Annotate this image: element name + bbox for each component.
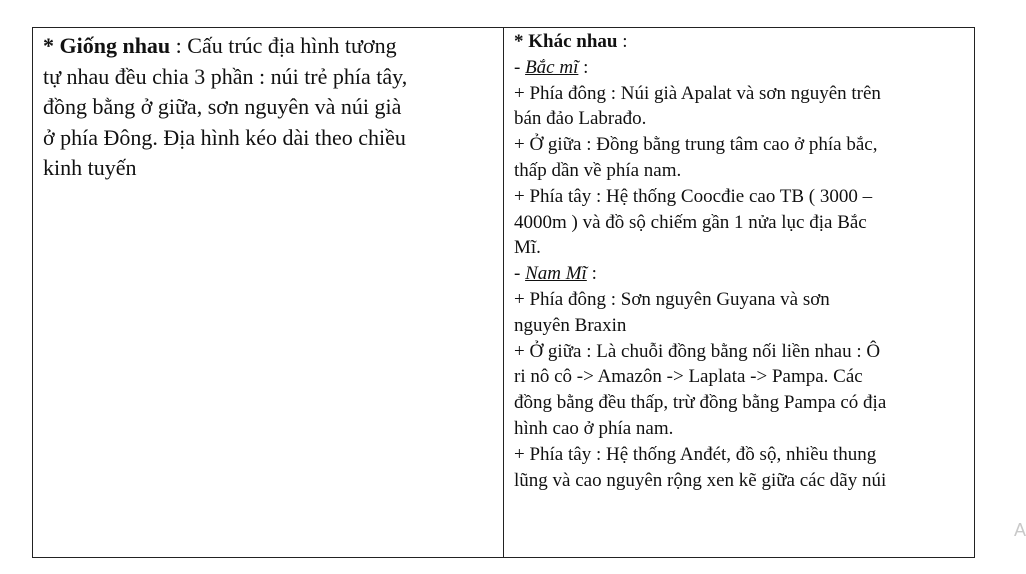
south-america-line: đồng bằng đều thấp, trừ đồng bằng Pampa có địa (514, 392, 887, 414)
south-america-line: nguyên Braxin (514, 314, 627, 336)
north-america-prefix: - (514, 56, 526, 78)
north-america-line: + Phía đông : Núi già Apalat và sơn nguyên trên (514, 82, 881, 104)
north-america-line: 4000m ) và đồ sộ chiếm gần 1 nửa lục địa Bắc (514, 211, 867, 233)
similarities-text: : Cấu trúc địa hình tương (170, 33, 397, 58)
similarities-line: ở phía Đông. Địa hình kéo dài theo chiều (43, 124, 406, 150)
north-america-line: thấp dần về phía nam. (514, 159, 682, 181)
south-america-line: + Ở giữa : Là chuỗi đồng bằng nối liền nhau : Ô (514, 340, 881, 362)
differences-heading-suffix: : (617, 31, 628, 52)
south-america-line: lũng và cao nguyên rộng xen kẽ giữa các dãy núi (514, 469, 887, 491)
north-america-line: Mĩ. (514, 237, 541, 259)
similarities-line: đồng bằng ở giữa, sơn nguyên và núi già (43, 94, 402, 119)
differences-heading-line (514, 29, 966, 55)
similarities-line: tự nhau đều chia 3 phần : núi trẻ phía tây, (43, 63, 408, 89)
comparison-table (32, 27, 975, 558)
south-america-subheading (514, 261, 966, 287)
south-america-line: hình cao ở phía nam. (514, 417, 674, 439)
watermark-corner: A (1014, 520, 1026, 540)
similarities-heading: * Giống nhau (43, 33, 171, 58)
similarities-line (43, 31, 495, 62)
north-america-line: + Phía tây : Hệ thống Coocđie cao TB ( 3000 – (514, 185, 873, 207)
similarities-line: kinh tuyến (43, 155, 137, 180)
north-america-label: Bắc mĩ (525, 56, 579, 78)
south-america-line: + Phía tây : Hệ thống Anđét, đồ sộ, nhiều thung (514, 443, 877, 465)
south-america-label: Nam Mĩ (525, 263, 587, 285)
similarities-cell (33, 28, 504, 557)
north-america-suffix: : (578, 56, 589, 78)
north-america-line: + Ở giữa : Đồng bằng trung tâm cao ở phía bắc, (514, 134, 878, 156)
differences-heading: * Khác nhau (514, 31, 618, 52)
south-america-line: + Phía đông : Sơn nguyên Guyana và sơn (514, 288, 830, 310)
south-america-suffix: : (586, 263, 597, 285)
south-america-line: ri nô cô -> Amazôn -> Laplata -> Pampa. Các (514, 366, 863, 388)
south-america-prefix: - (514, 263, 526, 285)
north-america-subheading (514, 55, 966, 81)
north-america-line: bán đảo Labrađo. (514, 108, 647, 130)
differences-cell (504, 28, 974, 557)
